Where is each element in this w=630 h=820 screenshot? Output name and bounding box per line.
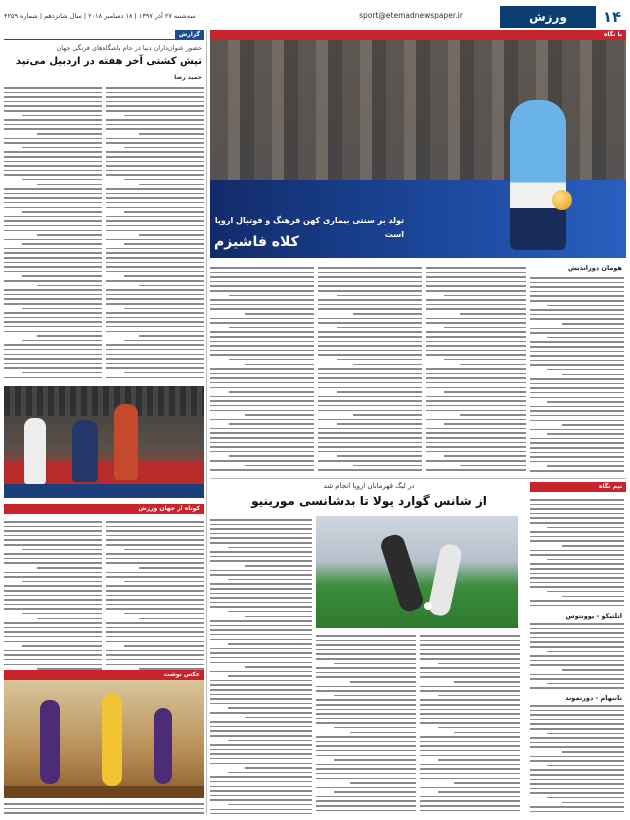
middle-side-tag: نیم نگاه: [530, 482, 626, 492]
player-white: [427, 542, 463, 617]
left-article-col-b: [106, 84, 204, 380]
issue-date-line: سه‌شنبه ۲۷ آذر ۱۳۹۷ | ۱۸ دسامبر ۲۰۱۸ | سال شانزدهم | شماره ۴۲۵۹: [4, 12, 196, 20]
left-kicker: حضور عنوان‌داران دنیا در جام باشگاه‌های فرنگی جهان: [56, 44, 202, 52]
left-column: [4, 30, 204, 815]
side-col-mid: [530, 620, 624, 690]
left-news-tag: کوتاه از جهان ورزش: [4, 504, 204, 514]
short-news-col-b: [106, 518, 204, 674]
middle-headline: از شانس گوارد یولا تا بدشانسی مورینیو: [251, 494, 487, 508]
section-divider: [210, 478, 626, 479]
masthead: [4, 6, 626, 28]
left-byline: حمید رضا: [174, 74, 202, 81]
player-dark: [379, 532, 426, 614]
middle-kicker: در لیگ قهرمانان اروپا انجام شد: [323, 482, 415, 490]
wrestler-blue: [72, 420, 98, 482]
section-email[interactable]: sport@etemadnewspaper.ir: [359, 11, 463, 20]
wrestler-red: [114, 404, 138, 480]
wrestling-mat: [4, 484, 204, 498]
left-section-tag: گزارش: [175, 30, 204, 40]
player-purple-2: [154, 708, 172, 784]
player-figure: [510, 100, 566, 250]
ball-icon: [552, 190, 572, 210]
page-number: ۱۴: [598, 6, 626, 28]
left-article-col-a: [4, 84, 102, 380]
hero-caption-kicker: تولد بر سنتی بیماری کهن فرهنگ و فوتبال اروپا است: [214, 216, 404, 239]
side-subhead-1: اتلتیکو - یوونتوس: [565, 612, 622, 620]
side-col-top: [530, 496, 624, 606]
hero-caption-title: کلاه فاشیزم: [214, 234, 299, 250]
wrestling-crowd: [4, 386, 204, 416]
hero-article-col-3: [318, 264, 422, 474]
hero-article-author: هومان دوراندیش: [567, 264, 622, 272]
player-gold: [102, 694, 122, 786]
side-subhead-2: تاتنهام - دورتموند: [565, 694, 622, 702]
hero-article-col-4: [210, 264, 314, 474]
left-headline: تپش کشتی آخر هفته در اردبیل می‌تپد: [15, 56, 202, 67]
middle-col-center-a: [316, 632, 416, 814]
short-news-col-a: [4, 518, 102, 674]
section-title: ورزش: [500, 6, 596, 28]
side-col-bottom: [530, 702, 624, 814]
hero-article-col-1: [530, 274, 624, 474]
column-divider: [206, 30, 207, 814]
middle-col-left: [210, 516, 312, 814]
hero-tag: با نگاه: [210, 30, 626, 40]
player-purple-1: [40, 700, 60, 784]
basketball-photo: [4, 680, 204, 798]
left-tag-bar: [4, 30, 204, 40]
photo-caption-tag: عکس نوشت: [4, 670, 204, 680]
basket-caption: [4, 800, 204, 814]
wrestling-photo: [4, 386, 204, 498]
ball-icon: [424, 602, 432, 610]
middle-col-center-b: [420, 632, 520, 814]
hero-article-col-2: [426, 264, 526, 474]
referee-figure: [24, 418, 46, 484]
court-floor: [4, 786, 204, 798]
soccer-photo: [316, 516, 518, 628]
